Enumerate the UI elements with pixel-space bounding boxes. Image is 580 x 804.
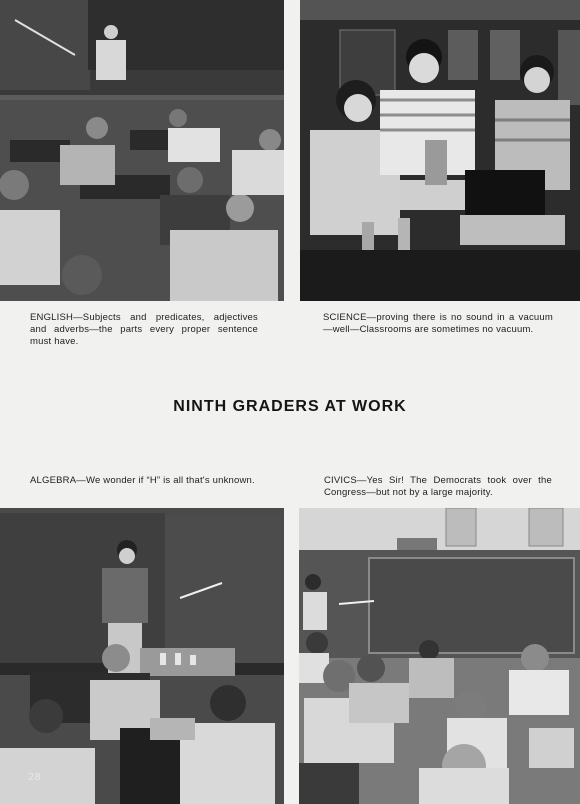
english-caption: ENGLISH—Subjects and predicates, adjectives and adverbs—the parts every proper sentence must have. (30, 312, 258, 347)
english-class-photo (0, 0, 284, 301)
science-class-photo (300, 0, 580, 301)
civics-class-photo (299, 508, 580, 804)
algebra-class-photo (0, 508, 284, 804)
page-number: 28 (28, 772, 41, 783)
science-caption: SCIENCE—proving there is no sound in a vacuum—well—Classrooms are sometimes no vacuum. (323, 312, 553, 335)
civics-caption: CIVICS—Yes Sir! The Democrats took over the Congress—but not by a large majority. (324, 475, 552, 498)
page-title: NINTH GRADERS AT WORK (173, 398, 407, 415)
algebra-caption: ALGEBRA—We wonder if “H” is all that's unknown. (30, 475, 255, 486)
